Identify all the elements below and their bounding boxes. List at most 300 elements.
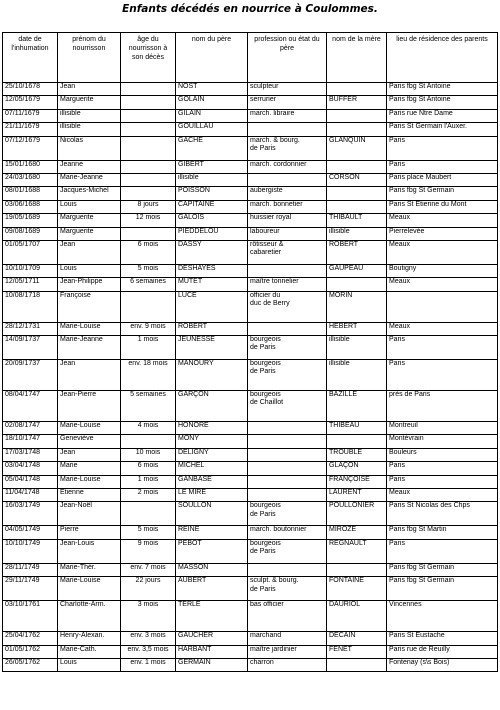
cell-father-profession [248,136,327,160]
cell-mother-name [327,278,387,291]
cell-mother-name-text: GAUPEAU [329,264,364,272]
cell-mother-name-text: FENET [329,645,352,653]
cell-date [3,96,58,109]
cell-residence [387,278,498,291]
cell-father-profession [248,96,327,109]
cell-date [3,539,58,563]
cell-first-name-text: Jean-Louis [60,539,95,547]
table-row [3,291,498,322]
cell-father-name [176,96,248,109]
cell-father-profession-text: aubergiste [250,187,283,195]
cell-residence-text: Paris [389,360,405,368]
cell-first-name-text: Marie-Louise [60,577,101,585]
cell-first-name-text: Nicolas [60,136,83,144]
cell-father-name [176,601,248,632]
cell-age [121,502,176,526]
cell-father-profession [248,240,327,264]
cell-father-name-text: MASSON [178,563,209,571]
document-title: Enfants décédés en nourrice à Coulommes. [122,3,378,15]
cell-first-name-text: Jean [60,448,76,456]
cell-date-text: 05/04/1748 [5,475,41,483]
cell-first-name [58,322,121,335]
cell-father-name [176,109,248,122]
cell-mother-name [327,187,387,200]
cell-father-profession-text: charron [250,658,274,666]
cell-father-name-text: POISSON [178,187,210,195]
cell-residence-text: Paris place Maubert [389,173,452,181]
table-row [3,123,498,136]
cell-age-text: 9 mois [137,539,159,547]
cell-date [3,526,58,539]
cell-first-name [58,96,121,109]
table-row [3,475,498,488]
cell-residence [387,645,498,658]
cell-mother-name [327,336,387,360]
table-row [3,502,498,526]
table-row [3,187,498,200]
cell-mother-name [327,462,387,475]
cell-father-name [176,227,248,240]
cell-mother-name [327,448,387,461]
cell-first-name-text: Marguerite [60,227,94,235]
cell-residence-text: Paris [389,136,405,144]
cell-father-profession-text: march. & bourg. [250,136,300,144]
cell-date-text: 28/12/1731 [5,322,41,330]
cell-father-profession-text: maître tonnelier [250,278,299,286]
cell-father-name-text: REINE [178,526,200,534]
cell-first-name-text: Marie-Jeanne [60,173,103,181]
cell-residence-text: Meaux [389,240,411,248]
cell-mother-name-text: BAZILLE [329,391,358,399]
cell-date [3,227,58,240]
cell-date-text: 17/03/1748 [5,448,41,456]
cell-date [3,336,58,360]
cell-age-text: env. 9 mois [130,322,166,330]
cell-first-name-text: Louis [60,658,77,666]
cell-father-profession [248,435,327,448]
cell-mother-name-text: DAURIOL [329,601,361,609]
cell-date-text: 24/03/1680 [5,173,41,181]
cell-father-name [176,502,248,526]
cell-residence [387,291,498,322]
cell-father-name [176,462,248,475]
cell-first-name [58,123,121,136]
cell-age [121,462,176,475]
table-row [3,278,498,291]
cell-father-profession [248,448,327,461]
cell-residence-text: Meaux [389,489,411,497]
cell-mother-name [327,577,387,601]
cell-father-profession [248,187,327,200]
cell-first-name-text: Françoise [60,291,91,299]
table-row [3,109,498,122]
cell-date-text: 01/05/1762 [5,645,41,653]
cell-father-profession [248,227,327,240]
cell-first-name [58,563,121,576]
cell-father-name-text: TERLÉ [178,601,201,609]
cell-father-name-text: GANBASE [178,475,212,483]
cell-age [121,422,176,435]
cell-mother-name [327,502,387,526]
cell-first-name [58,435,121,448]
cell-mother-name [327,601,387,632]
cell-father-profession [248,214,327,227]
cell-date [3,632,58,645]
table-row [3,136,498,160]
cell-residence-text: Paris St Eustache [389,632,445,640]
cell-residence-text: Paris [389,336,405,344]
cell-date-text: 02/08/1747 [5,422,41,430]
cell-date [3,489,58,502]
cell-date [3,360,58,391]
cell-age-text: env. 1 mois [130,658,166,666]
cell-residence [387,322,498,335]
cell-first-name [58,240,121,264]
cell-residence [387,227,498,240]
cell-residence [387,563,498,576]
cell-father-name-text: DESHAYES [178,264,216,272]
cell-father-profession [248,658,327,671]
table-row [3,322,498,335]
cell-age-text: 5 mois [137,526,159,534]
cell-father-name [176,123,248,136]
cell-age-text: env. 7 mois [130,563,166,571]
cell-father-name [176,173,248,186]
cell-date-text: 07/11/1679 [5,109,40,117]
cell-date [3,200,58,213]
cell-date [3,658,58,671]
cell-age [121,645,176,658]
cell-age-text: env. 3 mois [130,632,166,640]
table-row [3,336,498,360]
cell-father-name [176,160,248,173]
cell-first-name-text: Geneviève [60,435,94,443]
table-row [3,160,498,173]
cell-father-profession [248,200,327,213]
cell-residence [387,632,498,645]
cell-father-name-text: CAPITAINE [178,200,215,208]
cell-residence-text: Vincennes [389,601,422,609]
cell-father-name [176,136,248,160]
cell-age [121,577,176,601]
header-mother-name: nom de la mère [327,33,387,83]
cell-father-profession [248,336,327,360]
cell-mother-name-text: FRANÇOISE [329,475,370,483]
cell-father-name [176,539,248,563]
cell-father-profession [248,475,327,488]
cell-father-name [176,240,248,264]
cell-father-name [176,360,248,391]
table-row [3,489,498,502]
cell-age [121,214,176,227]
cell-date-text: 09/08/1689 [5,227,41,235]
cell-mother-name-text: GLANQUIN [329,136,366,144]
cell-date [3,475,58,488]
cell-date-text: 20/09/1737 [5,360,41,368]
cell-date [3,83,58,96]
cell-father-profession-line2: cabaretier [250,249,282,257]
cell-date [3,278,58,291]
cell-first-name-text: Henry-Alexan. [60,632,105,640]
cell-mother-name [327,322,387,335]
cell-age-text: 6 semaines [130,278,166,286]
cell-mother-name [327,291,387,322]
cell-first-name-text: Marguerite [60,214,94,222]
cell-residence-text: Paris [389,475,405,483]
cell-father-name-text: HONORÉ [178,422,209,430]
cell-first-name-text: Marie-Louise [60,475,101,483]
cell-date-text: 12/05/1711 [5,278,40,286]
cell-residence-text: Paris St Etienne du Mont [389,200,467,208]
cell-age [121,526,176,539]
cell-first-name-text: Jean [60,240,76,248]
cell-father-profession [248,160,327,173]
header-row [3,33,498,83]
cell-father-name-text: SOULLON [178,502,212,510]
cell-residence-text: Paris [389,539,405,547]
cell-age [121,136,176,160]
cell-date-text: 15/01/1680 [5,160,41,168]
cell-first-name [58,109,121,122]
cell-date [3,240,58,264]
cell-age [121,658,176,671]
cell-age [121,632,176,645]
cell-date [3,173,58,186]
cell-mother-name-text: DECAIN [329,632,356,640]
cell-father-profession [248,278,327,291]
cell-father-name-text: HARBANT [178,645,212,653]
cell-age-text: 5 mois [137,264,159,272]
table-row [3,526,498,539]
cell-date [3,123,58,136]
cell-first-name-text: Jacques-Michel [60,187,109,195]
cell-age-text: 1 mois [137,475,159,483]
cell-mother-name [327,200,387,213]
cell-father-profession-line2: de Paris [250,144,276,152]
cell-residence-text: Paris [389,462,405,470]
cell-mother-name [327,526,387,539]
cell-first-name [58,360,121,391]
cell-father-profession [248,539,327,563]
cell-father-name-text: LUCE [178,291,197,299]
cell-date [3,322,58,335]
cell-mother-name [327,539,387,563]
cell-father-name [176,563,248,576]
cell-date-text: 26/05/1762 [5,658,41,666]
cell-residence-text: Paris fbg St Germain [389,577,454,585]
cell-date-text: 25/04/1762 [5,632,41,640]
cell-father-profession-text: marchand [250,632,282,640]
cell-date-text: 19/05/1689 [5,214,41,222]
cell-age [121,322,176,335]
cell-mother-name [327,563,387,576]
cell-father-profession [248,83,327,96]
cell-age [121,83,176,96]
cell-father-name-text: GOUILLAU [178,123,214,131]
cell-residence [387,448,498,461]
cell-first-name [58,526,121,539]
table-row [3,264,498,277]
cell-first-name [58,462,121,475]
cell-residence-text: Meaux [389,214,411,222]
cell-mother-name [327,264,387,277]
cell-residence [387,336,498,360]
cell-father-name [176,526,248,539]
cell-father-profession-line2: de Paris [250,344,276,352]
cell-age [121,563,176,576]
cell-date-text: 10/08/1718 [5,291,41,299]
cell-father-profession [248,322,327,335]
cell-first-name-text: Marie-Thér. [60,563,96,571]
cell-mother-name-text: HÉBERT [329,322,358,330]
cell-father-profession-text: sculpt. & bourg. [250,577,299,585]
cell-date [3,502,58,526]
cell-mother-name [327,658,387,671]
table-row [3,422,498,435]
cell-age [121,360,176,391]
cell-mother-name-text: illisible [329,227,350,235]
cell-mother-name [327,475,387,488]
cell-father-name-text: PIEDDELOU [178,227,219,235]
cell-residence-text: Montreuil [389,422,418,430]
table-row [3,391,498,422]
cell-father-profession [248,462,327,475]
table-row [3,563,498,576]
cell-date [3,422,58,435]
cell-first-name [58,448,121,461]
cell-age [121,489,176,502]
cell-father-name-text: MUTET [178,278,203,286]
cell-mother-name-text: GLAÇON [329,462,359,470]
cell-father-name [176,577,248,601]
cell-residence-text: Paris St Nicolas des Chps [389,502,470,510]
cell-father-profession [248,601,327,632]
cell-residence-text: Paris fbg St Germain [389,187,454,195]
cell-first-name [58,214,121,227]
cell-residence [387,83,498,96]
cell-mother-name-text: THIBAULT [329,214,363,222]
cell-residence [387,422,498,435]
header-father-profession: profession ou état du père [248,33,327,83]
cell-father-name-text: NOST [178,83,198,90]
cell-father-name-text: ROBERT [178,322,208,330]
cell-father-name-text: GACHE [178,136,203,144]
cell-father-name [176,200,248,213]
cell-residence [387,475,498,488]
cell-mother-name [327,632,387,645]
cell-age-text: env. 18 mois [128,360,168,368]
cell-first-name [58,227,121,240]
cell-mother-name [327,422,387,435]
cell-mother-name-text: BUFFER [329,96,357,104]
cell-first-name-text: Jean-Noël [60,502,92,510]
cell-father-profession [248,173,327,186]
cell-father-name-text: GERMAIN [178,658,211,666]
table-row [3,83,498,96]
cell-father-profession [248,264,327,277]
cell-residence-text: Meaux [389,278,411,286]
cell-date-text: 14/09/1737 [5,336,41,344]
cell-father-profession-text: sculpteur [250,83,279,90]
cell-mother-name [327,109,387,122]
cell-residence-text: Paris [389,160,405,168]
cell-father-name [176,632,248,645]
cell-residence [387,240,498,264]
cell-first-name [58,632,121,645]
cell-date [3,563,58,576]
cell-first-name-text: Charlotte-Arm. [60,601,106,609]
cell-father-name [176,435,248,448]
cell-residence [387,502,498,526]
cell-mother-name [327,136,387,160]
cell-father-profession [248,489,327,502]
cell-age [121,227,176,240]
table-row [3,214,498,227]
cell-father-name [176,264,248,277]
cell-mother-name [327,96,387,109]
cell-father-name-text: illisible [178,173,199,181]
cell-first-name-text: illisible [60,123,81,131]
cell-first-name-text: Jean [60,360,76,368]
cell-date-text: 03/06/1688 [5,200,41,208]
table-row [3,601,498,632]
cell-date [3,109,58,122]
cell-first-name-text: Jean [60,83,76,90]
cell-father-profession [248,502,327,526]
cell-father-name [176,475,248,488]
cell-father-profession-text: march. libraire [250,109,295,117]
cell-mother-name [327,360,387,391]
cell-father-name [176,658,248,671]
cell-father-name [176,322,248,335]
cell-residence [387,214,498,227]
cell-father-profession [248,563,327,576]
cell-date [3,264,58,277]
cell-mother-name-text: illisible [329,360,350,368]
cell-residence-text: Paris fbg St Germain [389,563,454,571]
cell-mother-name [327,227,387,240]
cell-date-text: 10/10/1749 [5,539,41,547]
cell-age [121,160,176,173]
cell-father-profession-text: march. cordonnier [250,160,307,168]
cell-age [121,96,176,109]
cell-date [3,448,58,461]
cell-first-name-text: Jeanne [60,160,83,168]
cell-father-name-text: GARÇON [178,391,209,399]
cell-father-profession [248,632,327,645]
cell-first-name [58,136,121,160]
cell-father-profession-text: maître jardinier [250,645,297,653]
cell-father-profession [248,291,327,322]
cell-date [3,391,58,422]
cell-first-name [58,336,121,360]
cell-mother-name-text: REGNAULT [329,539,367,547]
cell-residence-text: Meaux [389,322,411,330]
cell-father-name-text: JEUNESSE [178,336,215,344]
table-row [3,227,498,240]
table-row [3,200,498,213]
cell-residence-text: près de Paris [389,391,431,399]
cell-age [121,264,176,277]
cell-father-name [176,489,248,502]
cell-father-profession-text: officier du [250,291,281,299]
cell-father-name [176,83,248,96]
table-row [3,539,498,563]
table-row [3,577,498,601]
cell-date-text: 08/01/1688 [5,187,41,195]
cell-date-text: 07/12/1679 [5,136,41,144]
cell-age [121,475,176,488]
